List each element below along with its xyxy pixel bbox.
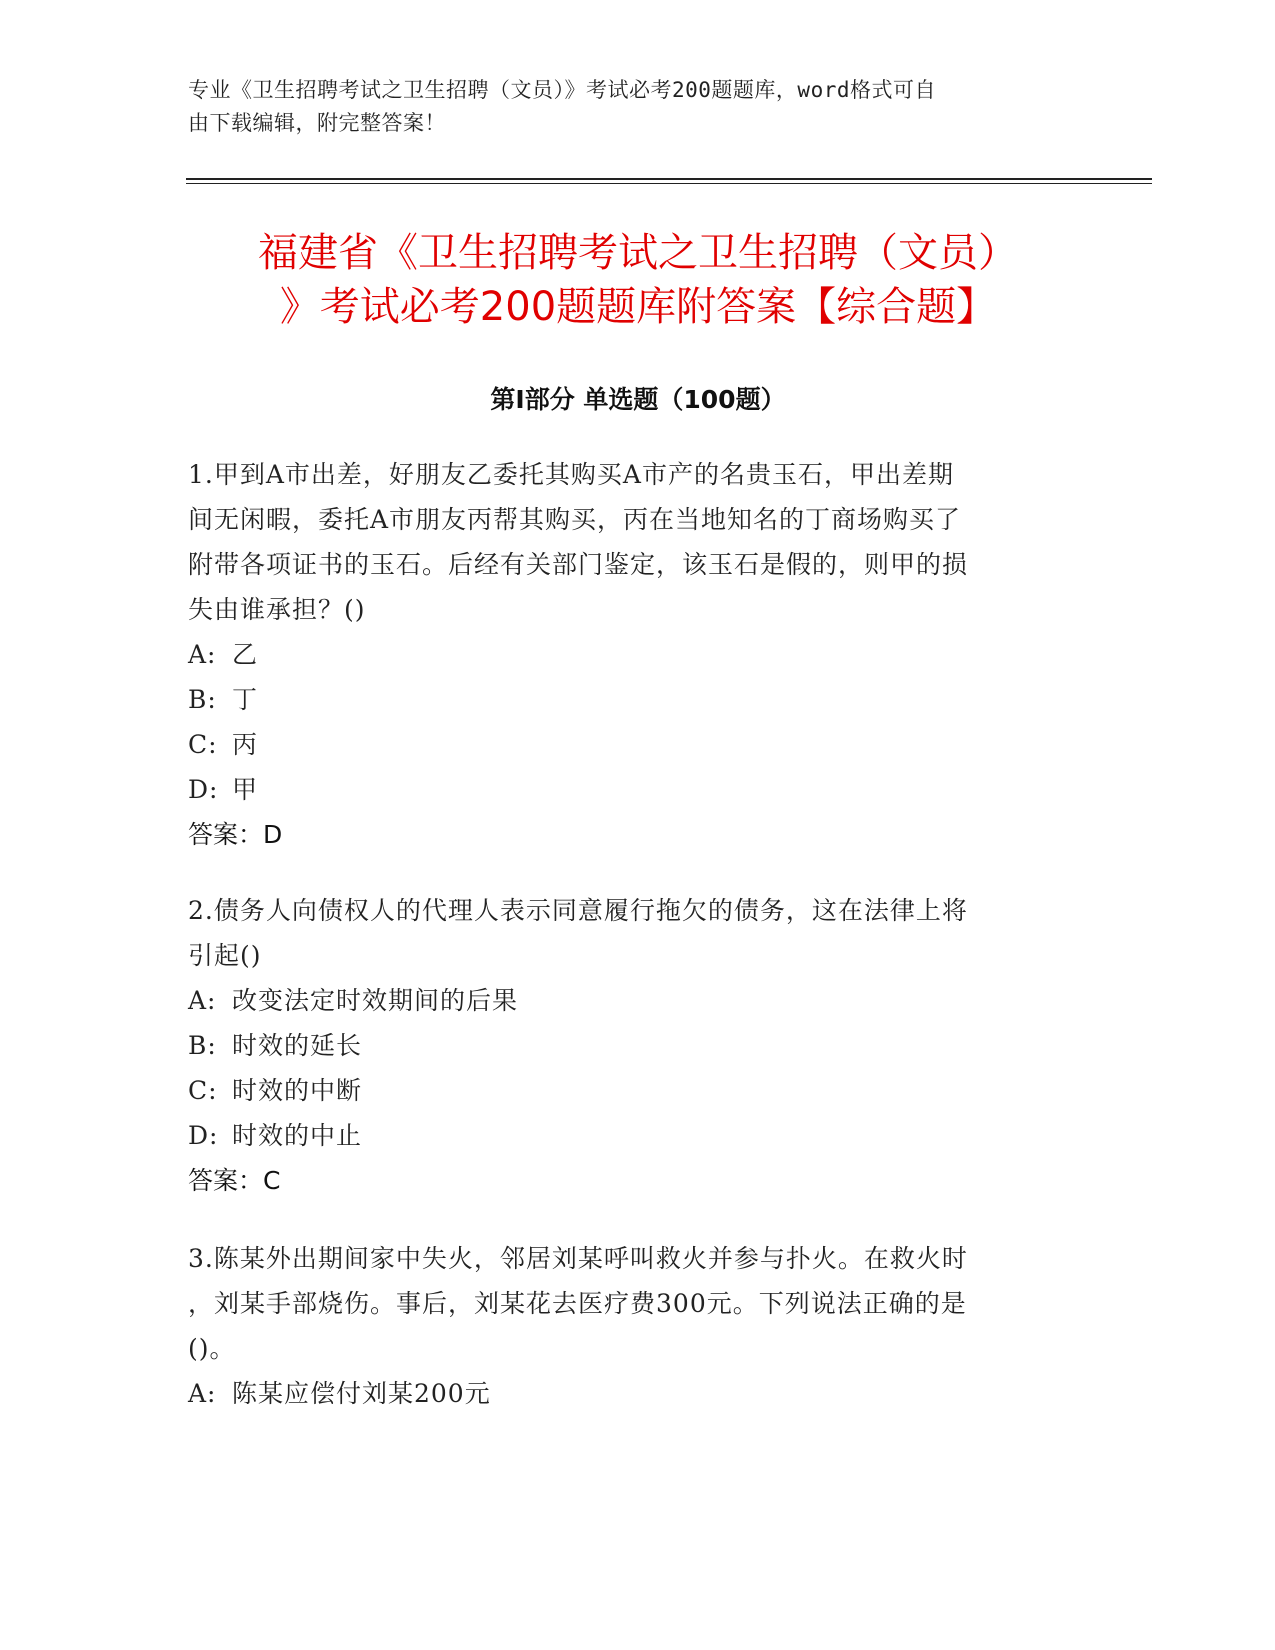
option-c — [188, 1068, 1068, 1113]
option-text: 甲 — [232, 775, 259, 804]
option-letter: A: — [188, 640, 217, 669]
question-stem — [188, 888, 1068, 978]
option-text: 丙 — [232, 730, 259, 759]
header-rule-thin — [186, 183, 1152, 184]
option-d — [188, 767, 1068, 812]
stem-line: 3.陈某外出期间家中失火，邻居刘某呼叫救火并参与扑火。在救火时 — [188, 1244, 968, 1273]
option-letter: B: — [188, 685, 217, 714]
option-letter: A: — [188, 1379, 217, 1408]
document-title-line-2: 》考试必考200题题库附答案【综合题】 — [279, 284, 997, 330]
option-letter: A: — [188, 986, 217, 1015]
intro-line-1: 专业《卫生招聘考试之卫生招聘（文员）》考试必考200题题库，word格式可自 — [188, 78, 936, 102]
document-title — [188, 226, 1088, 334]
option-letter: B: — [188, 1031, 217, 1060]
option-a — [188, 1371, 1068, 1416]
question-stem — [188, 1236, 1068, 1371]
header-rule-thick — [186, 178, 1152, 180]
question-stem — [188, 452, 1068, 632]
option-a — [188, 978, 1068, 1023]
intro-text — [188, 74, 1068, 140]
option-letter: C: — [188, 1076, 218, 1105]
option-text: 乙 — [232, 640, 259, 669]
option-b — [188, 677, 1068, 722]
option-letter: D: — [188, 1121, 219, 1150]
document-title-line-1: 福建省《卫生招聘考试之卫生招聘（文员） — [258, 230, 1018, 276]
stem-line: 间无闲暇，委托A市朋友丙帮其购买，丙在当地知名的丁商场购买了 — [188, 505, 962, 534]
question-2 — [188, 888, 1068, 1203]
option-a — [188, 632, 1068, 677]
question-1 — [188, 452, 1068, 857]
option-letter: D: — [188, 775, 219, 804]
option-b — [188, 1023, 1068, 1068]
option-text: 改变法定时效期间的后果 — [232, 986, 519, 1015]
option-letter: C: — [188, 730, 218, 759]
option-text: 时效的中止 — [232, 1121, 363, 1150]
option-text: 丁 — [232, 685, 259, 714]
answer-line: 答案：D — [188, 820, 283, 849]
option-text: 时效的中断 — [232, 1076, 363, 1105]
intro-line-2: 由下载编辑，附完整答案！ — [188, 111, 446, 135]
answer-line: 答案：C — [188, 1166, 281, 1195]
stem-line: ，刘某手部烧伤。事后，刘某花去医疗费300元。下列说法正确的是 — [188, 1289, 967, 1318]
stem-line: ()。 — [188, 1334, 236, 1363]
stem-line: 引起() — [188, 941, 262, 970]
option-c — [188, 722, 1068, 767]
stem-line: 2.债务人向债权人的代理人表示同意履行拖欠的债务，这在法律上将 — [188, 896, 968, 925]
option-text: 时效的延长 — [232, 1031, 363, 1060]
section-heading: 第Ⅰ部分 单选题（100题） — [490, 385, 786, 414]
option-text: 陈某应偿付刘某200元 — [232, 1379, 491, 1408]
option-d — [188, 1113, 1068, 1158]
stem-line: 附带各项证书的玉石。后经有关部门鉴定，该玉石是假的，则甲的损 — [188, 550, 969, 579]
stem-line: 失由谁承担？() — [188, 595, 366, 624]
question-3 — [188, 1236, 1068, 1416]
stem-line: 1.甲到A市出差，好朋友乙委托其购买A市产的名贵玉石，甲出差期 — [188, 460, 954, 489]
